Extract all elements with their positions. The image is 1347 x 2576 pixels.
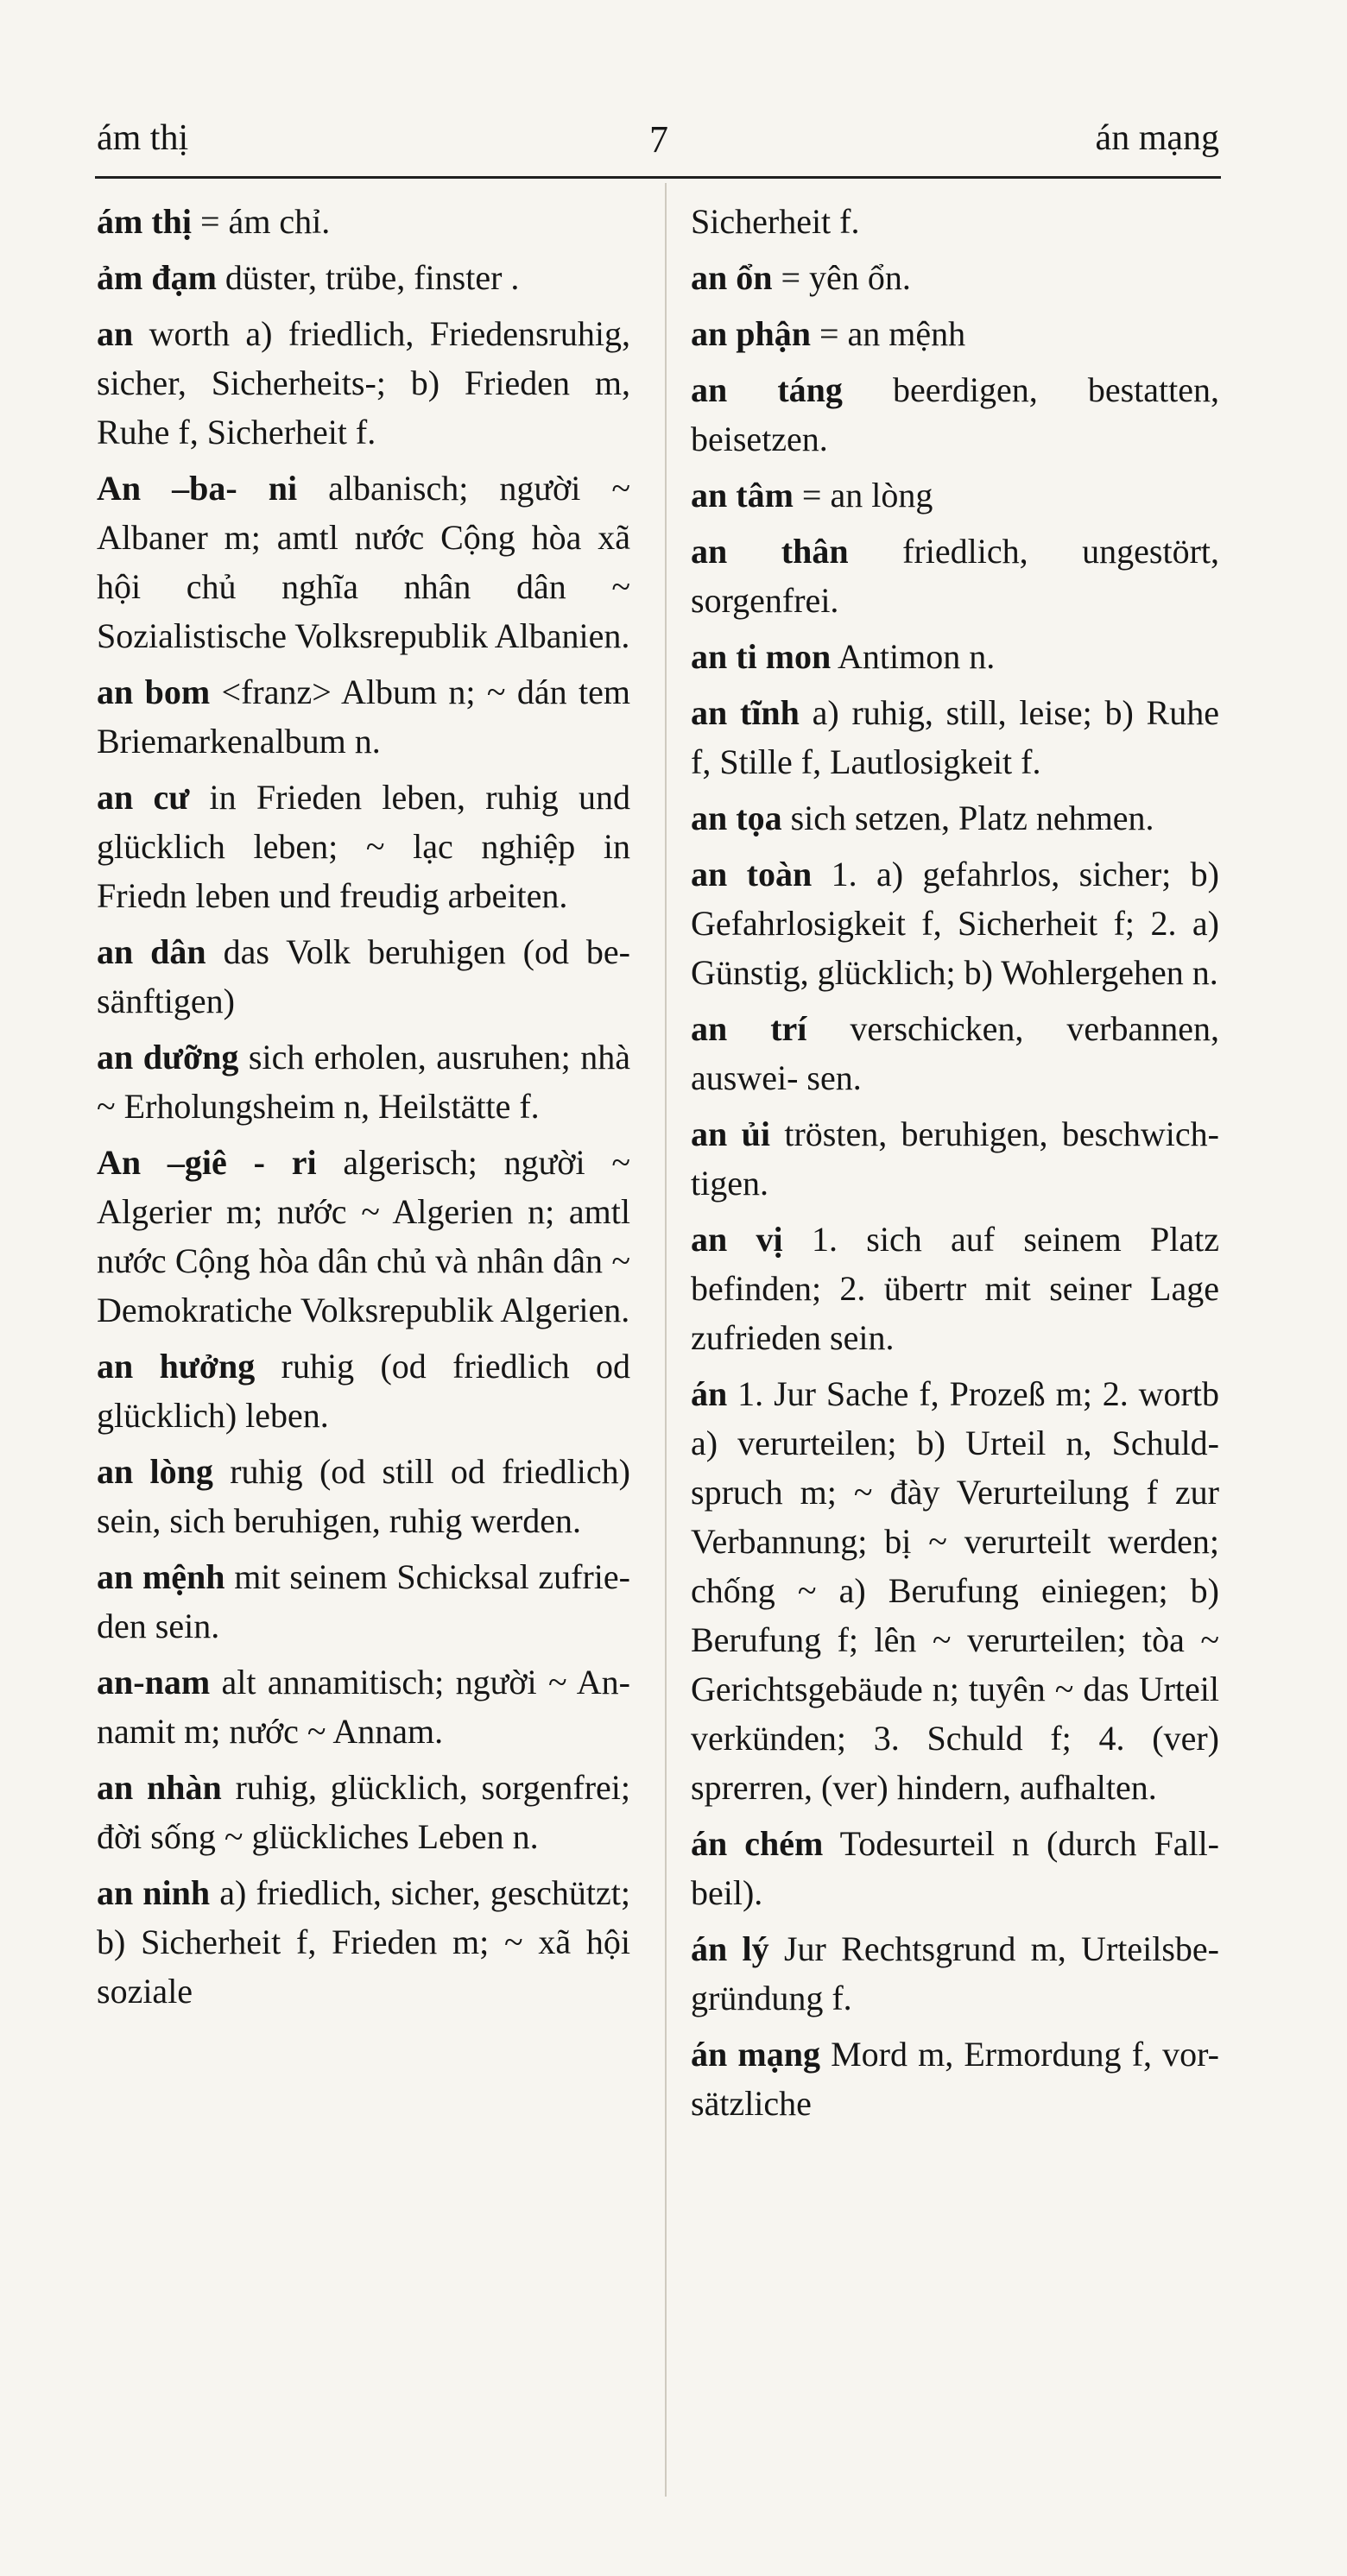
dictionary-entry bbox=[691, 197, 1219, 246]
entry-headword: an toàn bbox=[691, 855, 813, 893]
entry-headword: an bbox=[97, 314, 134, 353]
entry-definition: <franz> Album n; ~ dán tem Briemarkenalbum n. bbox=[97, 672, 630, 761]
dictionary-entry bbox=[97, 1447, 630, 1545]
dictionary-entry bbox=[691, 253, 1219, 302]
entry-headword: án chém bbox=[691, 1824, 824, 1863]
entry-definition: Sicherheit f. bbox=[691, 202, 860, 241]
entry-definition: ruhig, glücklich, sorgenfrei; đời sống ~ glückliches Leben n. bbox=[97, 1768, 630, 1856]
entry-definition: = ám chỉ. bbox=[192, 202, 331, 241]
right-column bbox=[691, 197, 1219, 2135]
dictionary-entry bbox=[691, 1109, 1219, 1208]
entry-headword: án lý bbox=[691, 1929, 769, 1968]
entry-definition: alt annamitisch; người ~ An- namit m; nước ~ Annam. bbox=[97, 1663, 630, 1751]
header-rule bbox=[95, 176, 1221, 179]
dictionary-entry bbox=[97, 773, 630, 920]
dictionary-entry bbox=[97, 667, 630, 766]
entry-definition: Antimon n. bbox=[831, 637, 996, 676]
entry-definition: Todesurteil n (durch Fall- beil). bbox=[691, 1824, 1219, 1912]
entry-headword: an-nam bbox=[97, 1663, 211, 1702]
dictionary-entry bbox=[691, 849, 1219, 997]
dictionary-entry bbox=[691, 1819, 1219, 1917]
entry-headword: an trí bbox=[691, 1009, 807, 1048]
entry-headword: ảm đạm bbox=[97, 258, 217, 297]
entry-definition: Jur Rechtsgrund m, Urteilsbe- gründung f. bbox=[691, 1929, 1220, 2017]
dictionary-entry bbox=[691, 2030, 1219, 2128]
dictionary-entry bbox=[691, 1924, 1219, 2023]
dictionary-entry bbox=[97, 197, 630, 246]
entry-definition: trösten, beruhigen, beschwich- tigen. bbox=[691, 1114, 1219, 1203]
dictionary-entry bbox=[97, 1868, 630, 2016]
dictionary-entry bbox=[97, 1138, 630, 1335]
entry-headword: an hưởng bbox=[97, 1347, 256, 1386]
entry-definition: a) friedlich, sicher, geschützt; b) Sicherheit f, Frieden m; ~ xã hội soziale bbox=[97, 1873, 630, 2011]
entry-definition: Mord m, Ermordung f, vor- sätzliche bbox=[691, 2035, 1219, 2123]
entry-definition: albanisch; người ~ Albaner m; amtl nước Cộng hòa xã hội chủ nghĩa nhân dân ~ Sozialistische Volksrepublik Albanien. bbox=[97, 469, 630, 655]
dictionary-entry bbox=[691, 1369, 1219, 1812]
entry-headword: an ủi bbox=[691, 1114, 770, 1153]
entry-headword: an ninh bbox=[97, 1873, 211, 1912]
dictionary-entry bbox=[691, 365, 1219, 464]
entry-definition: sich erholen, ausruhen; nhà ~ Erholungsheim n, Heilstätte f. bbox=[97, 1038, 631, 1126]
entry-headword: an thân bbox=[691, 532, 849, 571]
dictionary-entry bbox=[97, 1657, 630, 1756]
entry-headword: an tĩnh bbox=[691, 693, 800, 732]
entry-definition: in Frieden leben, ruhig und glücklich leben; ~ lạc nghiệp in Friedn leben und freudig arbeiten. bbox=[97, 778, 630, 915]
dictionary-entry bbox=[97, 1763, 630, 1861]
entry-headword: An –giê - ri bbox=[97, 1143, 317, 1182]
dictionary-entry bbox=[691, 309, 1219, 358]
entry-headword: an mệnh bbox=[97, 1557, 225, 1596]
header-left-guideword: ám thị bbox=[97, 118, 189, 158]
left-column bbox=[97, 197, 630, 2023]
dictionary-entry bbox=[97, 464, 630, 660]
entry-headword: an ổn bbox=[691, 258, 773, 297]
page-header bbox=[97, 117, 1219, 178]
entry-definition: algerisch; người ~ Algerier m; nước ~ Algerien n; amtl nước Cộng hòa dân chủ và nhân dân ~ Demokratiche Volksrepublik Algerien. bbox=[97, 1143, 631, 1329]
entry-definition: mit seinem Schicksal zufrie- den sein. bbox=[97, 1557, 630, 1645]
entry-headword: an lòng bbox=[97, 1452, 213, 1491]
entry-definition: 1. a) gefahrlos, sicher; b) Gefahrlosigkeit f, Sicherheit f; 2. a) Günstig, glücklich; b) Wohlergehen n. bbox=[691, 855, 1219, 992]
entry-definition: a) ruhig, still, leise; b) Ruhe f, Stille f, Lautlosigkeit f. bbox=[691, 693, 1219, 781]
entry-definition: 1. Jur Sache f, Prozeß m; 2. wortb a) verurteilen; b) Urteil n, Schuld- spruch m; ~ đày Verurteilung f zur Verbannung; bị ~ verurteilt werden; chống ~ a) Berufung einiegen; b) Berufung f; lên ~ verurteilen; tòa ~ Gerichtsgebäude n; tuyên ~ das Urteil verkünden; 3. Schuld f; 4. (ver) sprerren, (ver) hindern, aufhalten. bbox=[691, 1374, 1219, 1807]
entry-headword: an vị bbox=[691, 1220, 783, 1259]
dictionary-entry bbox=[691, 688, 1219, 786]
entry-headword: an táng bbox=[691, 370, 843, 409]
entry-definition: verschicken, verbannen, auswei- sen. bbox=[691, 1009, 1219, 1097]
entry-definition: das Volk beruhigen (od be- sänftigen) bbox=[97, 932, 630, 1020]
entry-definition: = yên ổn. bbox=[772, 258, 911, 297]
page-number: 7 bbox=[649, 118, 668, 161]
entry-headword: ám thị bbox=[97, 202, 192, 241]
dictionary-entry bbox=[97, 927, 630, 1026]
entry-definition: 1. sich auf seinem Platz befinden; 2. übertr mit seiner Lage zufrieden sein. bbox=[691, 1220, 1219, 1357]
entry-headword: án bbox=[691, 1374, 728, 1413]
dictionary-entry bbox=[97, 1032, 630, 1131]
dictionary-entry bbox=[691, 527, 1219, 625]
entry-headword: an tọa bbox=[691, 799, 782, 837]
entry-headword: an dưỡng bbox=[97, 1038, 239, 1076]
entry-headword: án mạng bbox=[691, 2035, 820, 2074]
entry-definition: = an lòng bbox=[793, 476, 933, 515]
dictionary-entry bbox=[97, 253, 630, 302]
entry-definition: sich setzen, Platz nehmen. bbox=[781, 799, 1154, 837]
entry-definition: beerdigen, bestatten, beisetzen. bbox=[691, 370, 1219, 458]
entry-headword: an nhàn bbox=[97, 1768, 222, 1807]
dictionary-entry bbox=[691, 632, 1219, 681]
column-divider bbox=[665, 183, 667, 2497]
dictionary-entry bbox=[97, 1552, 630, 1651]
dictionary-entry bbox=[97, 1342, 630, 1440]
entry-headword: an tâm bbox=[691, 476, 794, 515]
entry-definition: ruhig (od friedlich od glücklich) leben. bbox=[97, 1347, 630, 1435]
dictionary-entry bbox=[691, 793, 1219, 843]
entry-headword: an ti mon bbox=[691, 637, 832, 676]
dictionary-entry bbox=[691, 1004, 1219, 1102]
entry-headword: an dân bbox=[97, 932, 206, 971]
entry-definition: worth a) friedlich, Friedensruhig, sicher, Sicherheits-; b) Frieden m, Ruhe f, Sicherheit f. bbox=[97, 314, 630, 451]
entry-definition: düster, trübe, finster . bbox=[216, 258, 520, 297]
entry-definition: ruhig (od still od friedlich) sein, sich beruhigen, ruhig werden. bbox=[97, 1452, 630, 1540]
dictionary-entry bbox=[97, 309, 630, 457]
header-right-guideword: án mạng bbox=[1095, 118, 1219, 158]
dictionary-entry bbox=[691, 1215, 1219, 1362]
dictionary-entry bbox=[691, 470, 1219, 520]
entry-headword: an phận bbox=[691, 314, 811, 353]
entry-definition: = an mệnh bbox=[810, 314, 966, 353]
entry-headword: an cư bbox=[97, 778, 190, 817]
entry-definition: friedlich, ungestört, sorgenfrei. bbox=[691, 532, 1220, 620]
entry-headword: an bom bbox=[97, 672, 211, 711]
entry-headword: An –ba- ni bbox=[97, 469, 298, 508]
